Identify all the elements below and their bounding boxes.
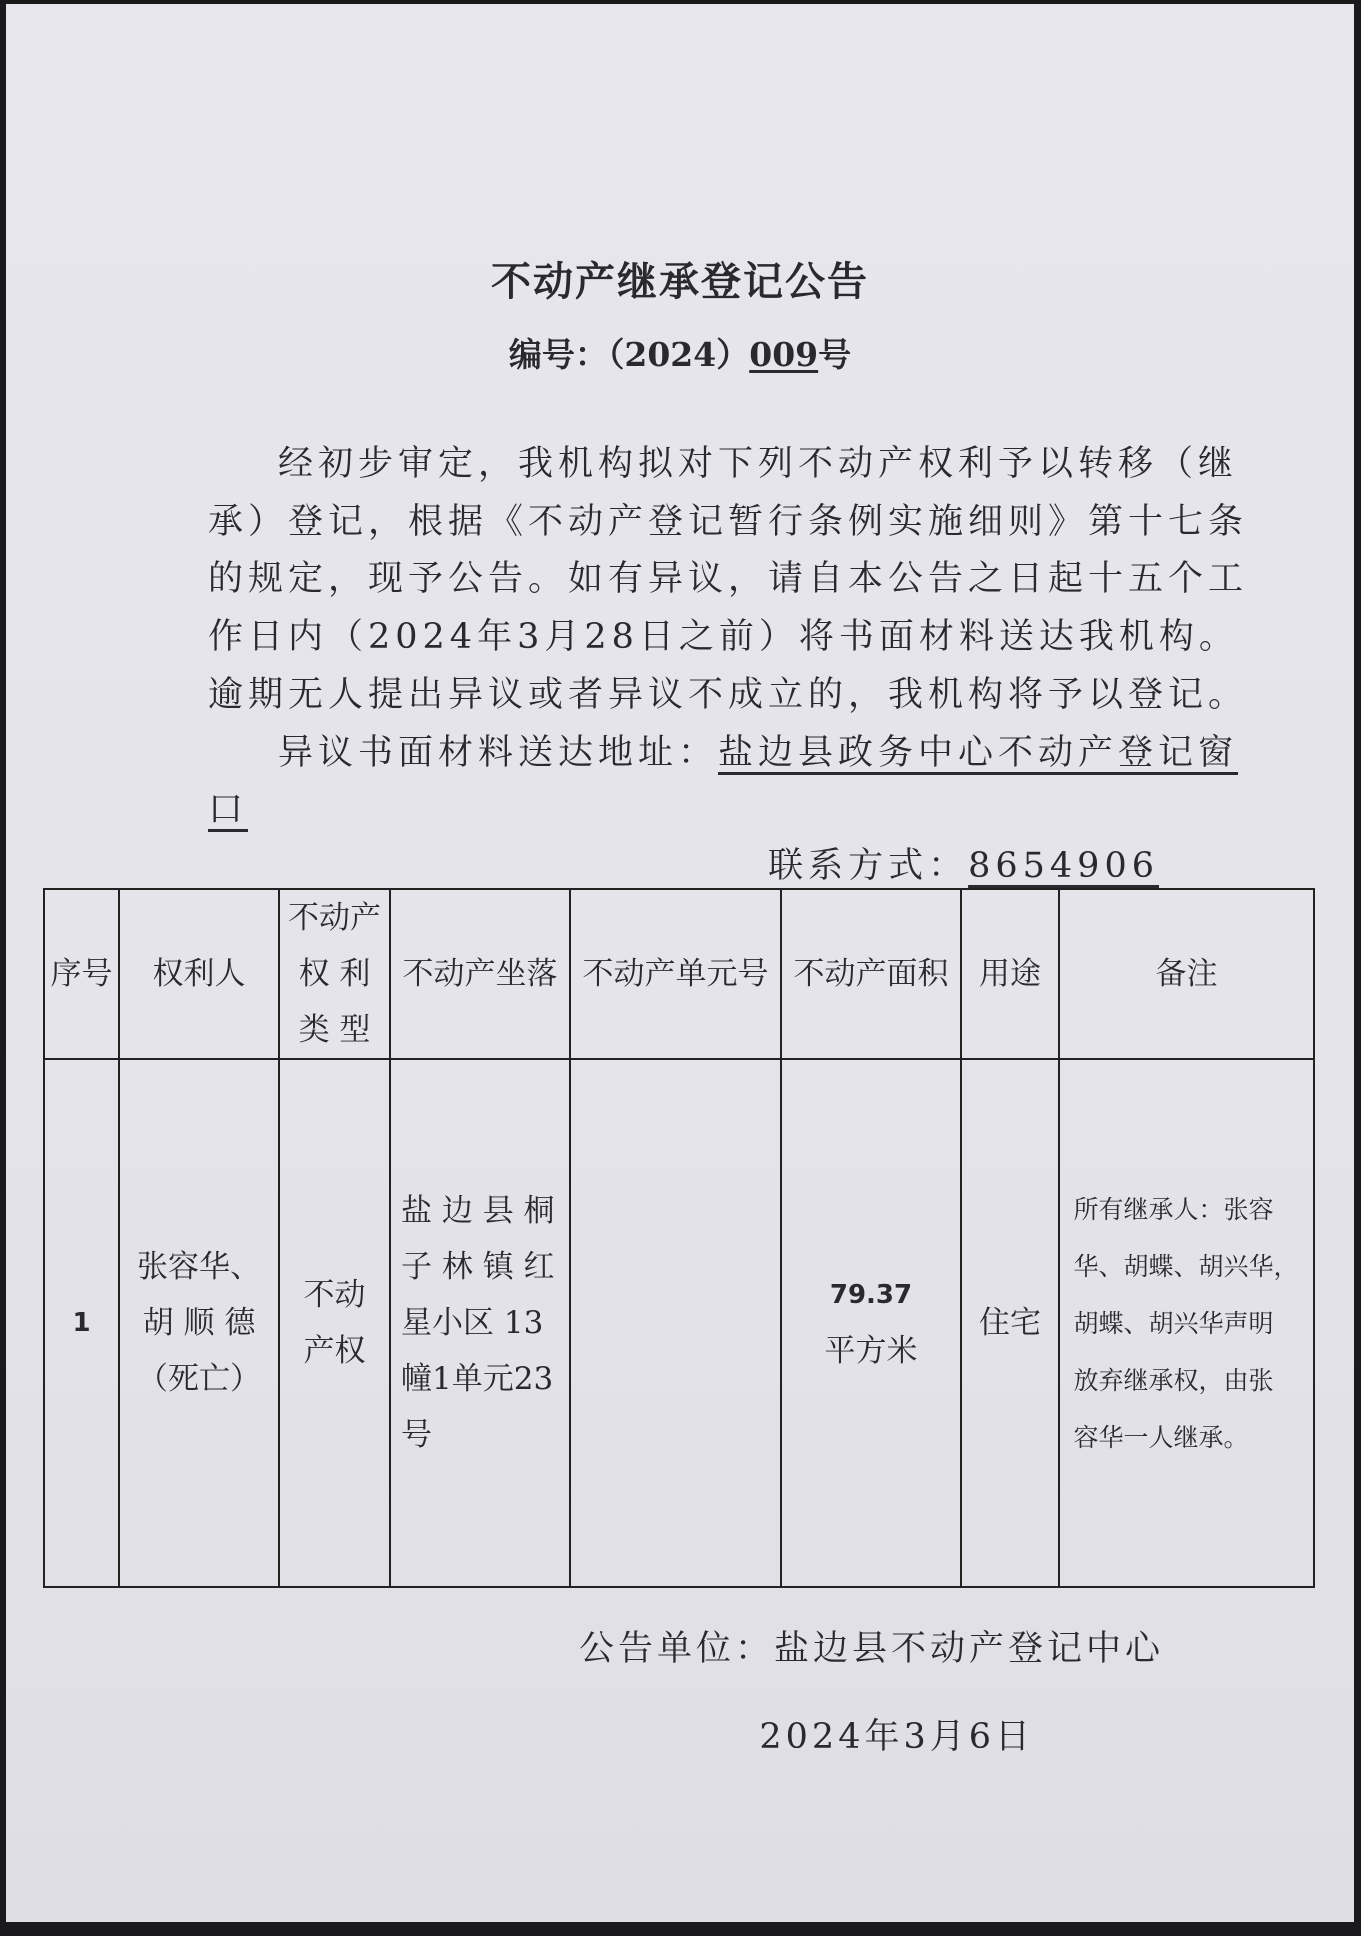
cell-area [781, 1059, 961, 1587]
type-line: 产权 [303, 1333, 366, 1369]
body-line-3: 的规定，现予公告。如有异议，请自本公告之日起十五个工 [208, 559, 1249, 599]
header-seq: 序号 [44, 889, 119, 1059]
objection-address-value-2: 口 [208, 790, 249, 830]
objection-address [278, 725, 1238, 775]
cell-usage: 住宅 [961, 1059, 1059, 1587]
area-unit: 平方米 [824, 1333, 918, 1369]
header-owner: 权利人 [119, 889, 279, 1059]
remarks-line: 华、胡蝶、胡兴华， [1073, 1251, 1299, 1281]
notice-number-code: 009 [749, 335, 819, 374]
contact-info [768, 838, 1159, 888]
page-title: 不动产继承登记公告 [491, 258, 869, 305]
cell-seq: 1 [44, 1059, 119, 1587]
cell-owner [119, 1059, 279, 1587]
objection-address-label: 异议书面材料送达地址： [278, 733, 719, 773]
contact-value: 8654906 [968, 846, 1159, 886]
remarks-line: 所有继承人：张容 [1073, 1194, 1274, 1224]
location-line: 号 [401, 1417, 432, 1453]
objection-address-cont [208, 782, 248, 832]
owner-line: 张容华、 [137, 1249, 261, 1285]
location-line: 子 林 镇 红 [401, 1249, 555, 1285]
header-location: 不动产坐落 [390, 889, 570, 1059]
property-table [43, 888, 1315, 1588]
objection-address-value: 盐边县政务中心不动产登记窗 [718, 733, 1239, 773]
issue-date: 2024年3月6日 [759, 1717, 1034, 1757]
header-type [279, 889, 390, 1059]
location-line: 星小区 13 [401, 1305, 544, 1341]
cell-unit-no [570, 1059, 781, 1587]
cell-remarks [1059, 1059, 1314, 1587]
table-header-row [44, 889, 1314, 1059]
notice-number-prefix: 编号：（2024） [508, 335, 750, 374]
owner-line: （死亡） [137, 1361, 261, 1397]
remarks-line: 放弃继承权，由张 [1073, 1365, 1274, 1395]
remarks-line: 胡蝶、胡兴华声明 [1073, 1308, 1274, 1338]
location-line: 盐 边 县 桐 [401, 1193, 555, 1229]
cell-location [390, 1059, 570, 1587]
header-usage: 用途 [961, 889, 1059, 1059]
body-line-4: 作日内（2024年3月28日之前）将书面材料送达我机构。 [208, 617, 1239, 657]
contact-label: 联系方式： [768, 846, 969, 886]
header-type-line: 不动产 [288, 900, 381, 936]
type-line: 不动 [303, 1277, 366, 1313]
table-row [44, 1059, 1314, 1587]
owner-line: 胡 顺 德 [142, 1305, 256, 1341]
body-line-5: 逾期无人提出异议或者异议不成立的，我机构将予以登记。 [208, 675, 1249, 715]
header-area: 不动产面积 [781, 889, 961, 1059]
body-line-1: 经初步审定，我机构拟对下列不动产权利予以转移（继 [278, 444, 1239, 484]
header-type-line: 权 利 [298, 956, 371, 992]
notice-number-suffix: 号 [818, 335, 852, 374]
location-line: 幢1单元23 [401, 1361, 554, 1397]
header-type-line: 类 型 [298, 1012, 371, 1048]
issuer: 公告单位：盐边县不动产登记中心 [578, 1629, 1164, 1669]
header-remarks: 备注 [1059, 889, 1314, 1059]
notice-number [6, 329, 1354, 376]
notice-paper [6, 4, 1354, 1922]
area-value: 79.37 [829, 1280, 913, 1310]
body-line-2: 承）登记，根据《不动产登记暂行条例实施细则》第十七条 [208, 502, 1249, 542]
header-unit-no: 不动产单元号 [570, 889, 781, 1059]
remarks-line: 容华一人继承。 [1073, 1422, 1249, 1452]
cell-type [279, 1059, 390, 1587]
